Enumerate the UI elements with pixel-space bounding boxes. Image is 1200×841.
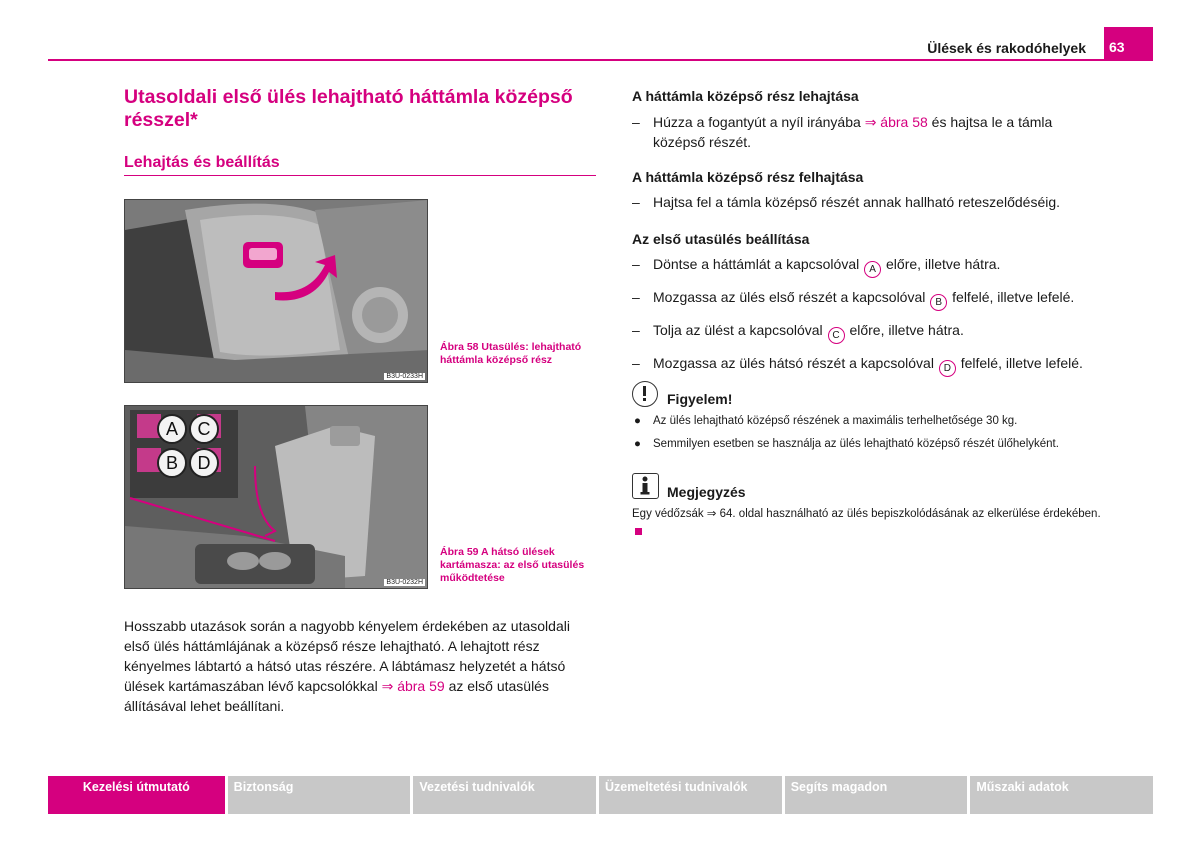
footer-chapter-tabs [48, 776, 1153, 814]
end-of-section-mark [635, 528, 642, 535]
warning-bullet [632, 436, 1112, 452]
warning-icon [632, 381, 658, 407]
figure-58-illustration [125, 200, 428, 383]
tab-biztonsag[interactable]: Biztonság [228, 776, 411, 814]
armrest-button-a: A [157, 414, 187, 444]
switch-a-badge: A [864, 261, 881, 278]
running-header-title: Ülések és rakodóhelyek [927, 40, 1086, 56]
armrest-button-c: C [189, 414, 219, 444]
seat-adjust-step [632, 254, 1102, 278]
switch-d-badge: D [939, 360, 956, 377]
section-title: Utasoldali első ülés lehajtható háttámla középső résszel* [124, 86, 573, 131]
fold-up-heading: A háttámla középső rész felhajtása [632, 169, 864, 185]
subsection-title: Lehajtás és beállítás [124, 154, 280, 171]
section-seat-adjust [632, 231, 1102, 377]
tab-muszaki-adatok[interactable]: Műszaki adatok [970, 776, 1153, 814]
figure-58-seat-backrest [124, 199, 428, 383]
page-number: 63 [1104, 27, 1153, 61]
fold-down-step-after: és hajtsa le a támla középső részét. [653, 114, 1053, 150]
dash: – [632, 289, 640, 305]
step-text: Tolja az ülést a kapcsolóval [653, 322, 823, 338]
exclamation-icon [633, 382, 656, 405]
switch-b-badge: B [930, 294, 947, 311]
info-icon [632, 473, 659, 499]
warning-bullet [632, 413, 1112, 429]
bullet-dot: ● [634, 438, 641, 450]
bullet-dot: ● [634, 415, 641, 427]
figure-59-armrest [124, 405, 428, 589]
step-text: előre, illetve hátra. [886, 256, 1001, 272]
tab-kezelesi-utmutato[interactable]: Kezelési útmutató [48, 776, 225, 814]
seat-adjust-step [632, 287, 1102, 311]
intro-paragraph [124, 616, 596, 716]
fold-down-heading: A háttámla középső rész lehajtása [632, 88, 859, 104]
fold-down-step [632, 112, 1102, 152]
intro-text-before: Hosszabb utazások során a nagyobb kényelem érdekében az utasoldali első ülés háttámlájának a középső része lehajtható. A lehajtott rész kényelmes lábtartó a hátsó utas részére. A lábtámasz helyzetét a hátsó ülések kartámaszában lévő kapcsolókkal [124, 618, 570, 694]
section-fold-up [632, 169, 1102, 212]
intro-text-after: az első utasülés állításával lehet beállítani. [124, 678, 549, 714]
subsection-rule [124, 175, 596, 176]
dash: – [632, 114, 640, 130]
note-heading: Megjegyzés [667, 484, 746, 500]
figure-58-code: B3U-0233H [386, 373, 423, 380]
section-fold-down [632, 88, 1102, 152]
dash: – [632, 355, 640, 371]
warning-heading: Figyelem! [667, 391, 733, 407]
fold-down-step-before: Húzza a fogantyút a nyíl irányába [653, 114, 865, 130]
header-rule [48, 59, 1153, 61]
figure-58-link[interactable]: ⇒ ábra 58 [864, 114, 928, 130]
switch-c-badge: C [828, 327, 845, 344]
seat-adjust-step [632, 353, 1102, 377]
figure-59-link[interactable]: ⇒ ábra 59 [381, 678, 445, 694]
tab-uzemeltetesi-tudnivalok[interactable]: Üzemeltetési tudnivalók [599, 776, 782, 814]
warning-bullet-text: Az ülés lehajtható középső részének a maximális terhelhetősége 30 kg. [653, 415, 1018, 427]
tab-vezetesi-tudnivalok[interactable]: Vezetési tudnivalók [413, 776, 596, 814]
dash: – [632, 194, 640, 210]
armrest-button-b: B [157, 448, 187, 478]
dash: – [632, 256, 640, 272]
step-text: előre, illetve hátra. [849, 322, 964, 338]
armrest-button-d: D [189, 448, 219, 478]
tab-segits-magadon[interactable]: Segíts magadon [785, 776, 968, 814]
dash: – [632, 322, 640, 338]
step-text: Mozgassa az ülés hátsó részét a kapcsolóval [653, 355, 934, 371]
step-text: felfelé, illetve lefelé. [960, 355, 1083, 371]
figure-59-code: B3U-0232H [386, 579, 423, 586]
warning-bullet-text: Semmilyen esetben se használja az ülés lehajtható középső részét ülőhelyként. [653, 438, 1059, 450]
step-text: Mozgassa az ülés első részét a kapcsolóval [653, 289, 926, 305]
seat-adjust-heading: Az első utasülés beállítása [632, 231, 810, 247]
info-i-icon [633, 474, 657, 497]
step-text: Döntse a háttámlát a kapcsolóval [653, 256, 860, 272]
note-body: Egy védőzsák ⇒ 64. oldal használható az ülés bepiszkolódásának az elkerülése érdekében. [632, 508, 1101, 520]
fold-up-step [632, 192, 1102, 212]
figure-58-caption: Ábra 58 Utasülés: lehajtható háttámla középső rész [440, 341, 582, 366]
note-text [632, 505, 1102, 541]
step-text: felfelé, illetve lefelé. [952, 289, 1075, 305]
seat-adjust-step [632, 320, 1102, 344]
figure-59-caption: Ábra 59 A hátsó ülések kartámasza: az első utasülés működtetése [440, 546, 585, 584]
fold-up-step-text: Hajtsa fel a támla középső részét annak hallható reteszelődéséig. [653, 194, 1061, 210]
